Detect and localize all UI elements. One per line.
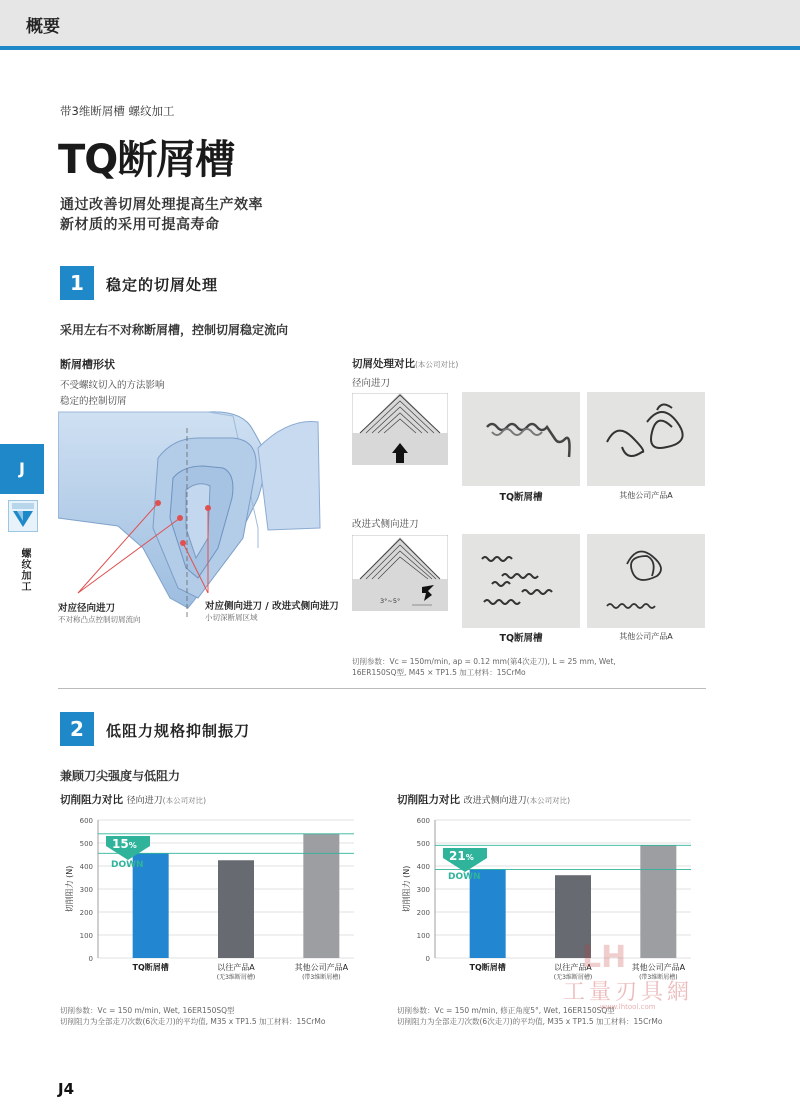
chart-1-ytick: 400: [79, 863, 93, 871]
chipbreaker-shape-desc-2: 稳定的控制切屑: [60, 396, 127, 407]
section-divider: [58, 688, 706, 689]
section-1-number: 1: [60, 266, 94, 300]
chart-1-category-note: (无3维断屑槽): [216, 974, 256, 981]
chart-2-subtitle: 改进式侧向进刀: [463, 796, 527, 806]
chart-1-conditions-1: 切削参数：Vc = 150 m/min, Wet, 16ER150SQ型: [60, 1006, 235, 1015]
caption-other-modified: 其他公司产品A: [619, 632, 673, 641]
header-accent-line: [0, 46, 800, 50]
chip-compare-title: [352, 356, 458, 371]
label-flank-infeed: 对应侧向进刀 / 改进式侧向进刀: [205, 601, 339, 612]
chart-2-reduction-unit: %: [465, 853, 474, 862]
chip-compare-note: (本公司对比): [415, 360, 459, 369]
chart-1-reduction-value: [112, 837, 137, 851]
infeed-angle-label: 3°~5°: [380, 597, 401, 605]
chart-2-conditions-2: 切削阻力为全部走刀次数(6次走刀)的平均值, M35 x TP1.5 加工材料：15CrMo: [397, 1017, 663, 1026]
chart-2-category-label: 以往产品A: [554, 963, 592, 972]
section-2-title: 低阻力规格抑制振刀: [106, 722, 251, 740]
chipbreaker-insert-illustration: [58, 408, 330, 620]
chart-2-ytick: 200: [416, 909, 430, 917]
threading-tool-icon: [8, 500, 38, 532]
chipbreaker-shape-title: 断屑槽形状: [60, 358, 115, 371]
label-radial-infeed-sub: 不对称凸点控制切屑流向: [58, 615, 141, 624]
section-1-subtitle: 采用左右不对称断屑槽，控制切屑稳定流向: [60, 323, 289, 337]
chart-1-category-label: 其他公司产品A: [294, 963, 349, 972]
chart-1-reduction-pct: 15: [112, 837, 129, 851]
chart-1-bar-2: [218, 860, 254, 958]
chart-1-reduction-unit: %: [128, 841, 137, 850]
page-subtitle: 带3维断屑槽 螺纹加工: [60, 104, 175, 118]
cutting-force-chart-radial: [58, 808, 368, 998]
lead-line-1: 通过改善切屑处理提高生产效率: [60, 197, 263, 213]
chart-1-ytick: 100: [79, 932, 93, 940]
chart-2-ytick: 600: [416, 817, 430, 825]
chart-2-category-note: (无3维断屑槽): [553, 974, 593, 981]
radial-infeed-diagram: [352, 393, 448, 465]
chip-photo-tq-modified: [462, 534, 580, 628]
chart-2-category-label: TQ断屑槽: [469, 963, 506, 972]
chart-1-ytick: 0: [88, 955, 93, 963]
chip-compare-conditions-2: 16ER150SQ型, M45 × TP1.5 加工材料：15CrMo: [352, 668, 526, 677]
lead-line-2: 新材质的采用可提高寿命: [60, 217, 220, 233]
chart-2-reduction-down: DOWN: [448, 872, 481, 882]
chart-2-reduction-value: [449, 849, 474, 863]
chart-1-note: (本公司对比): [162, 796, 207, 805]
header-title: 概要: [26, 17, 60, 37]
chart-2-bar-3: [640, 845, 676, 958]
cutting-force-chart-modified: [395, 808, 705, 998]
caption-other-radial: 其他公司产品A: [619, 491, 673, 500]
chart-2-ytick: 100: [416, 932, 430, 940]
chart-1-ytick: 600: [79, 817, 93, 825]
side-tab-label: 螺纹加工: [19, 548, 30, 592]
caption-tq-radial: TQ断屑槽: [499, 492, 543, 503]
chart-2-category-label: 其他公司产品A: [631, 963, 686, 972]
chart-1-ylabel: 切削阻力 (N): [65, 865, 74, 913]
section-1-title: 稳定的切屑处理: [106, 276, 219, 294]
section-2-subtitle: 兼顾刀尖强度与低阻力: [60, 769, 181, 783]
chart-2-header: [397, 792, 570, 807]
chip-photo-other-modified: [587, 534, 705, 628]
chart-2-reduction-pct: 21: [449, 849, 466, 863]
watermark-name: 工量刃具網: [563, 980, 694, 1005]
chart-2-ytick: 400: [416, 863, 430, 871]
modified-infeed-heading: 改进式侧向进刀: [352, 519, 419, 530]
chart-2-category-note: (带3维断屑槽): [639, 974, 678, 981]
chart-1-subtitle: 径向进刀: [126, 796, 163, 806]
chart-1-bar-3: [303, 834, 339, 958]
chipbreaker-shape-desc-1: 不受螺纹切入的方法影响: [60, 380, 165, 391]
chip-compare-conditions-1: 切削参数：Vc = 150m/min, ap = 0.12 mm(第4次走刀), L = 25 mm, Wet,: [352, 657, 616, 666]
chart-1-header: [60, 792, 206, 807]
page-title: TQ断屑槽: [58, 137, 235, 183]
chart-2-bar-1: [470, 869, 506, 958]
section-2-number: 2: [60, 712, 94, 746]
chart-1-category-note: (带3维断屑槽): [302, 974, 341, 981]
chart-1-category-label: TQ断屑槽: [132, 963, 169, 972]
chip-photo-tq-radial: [462, 392, 580, 486]
chart-2-note: (本公司对比): [526, 796, 571, 805]
chart-2-title: 切削阻力对比: [397, 794, 460, 806]
chart-1-reduction-down: DOWN: [111, 860, 144, 870]
chart-1-conditions-2: 切削阻力为全部走刀次数(6次走刀)的平均值, M35 x TP1.5 加工材料：15CrMo: [60, 1017, 326, 1026]
chart-2-ytick: 0: [425, 955, 430, 963]
chart-1-category-label: 以往产品A: [217, 963, 255, 972]
chart-1-ytick: 500: [79, 840, 93, 848]
caption-tq-modified: TQ断屑槽: [499, 633, 543, 644]
chart-2-conditions-1: 切削参数：Vc = 150 m/min, 修正角度5°, Wet, 16ER150SQ型: [397, 1006, 615, 1015]
radial-infeed-heading: 径向进刀: [352, 378, 391, 389]
watermark-logo: LH: [582, 940, 627, 975]
chart-1-ytick: 300: [79, 886, 93, 894]
chip-compare-title-text: 切屑处理对比: [352, 358, 415, 370]
chart-2-ylabel: 切削阻力 (N): [402, 865, 411, 913]
chart-2-ytick: 300: [416, 886, 430, 894]
label-flank-infeed-sub: 小切深断屑区域: [205, 613, 258, 622]
chip-photo-other-radial: [587, 392, 705, 486]
chart-2-ytick: 500: [416, 840, 430, 848]
chart-1-title: 切削阻力对比: [60, 794, 123, 806]
header-bar: [0, 0, 800, 46]
side-tab-letter: J: [0, 444, 44, 494]
watermark-url: www.lhtool.com: [600, 1003, 656, 1011]
page-number: J4: [58, 1080, 75, 1098]
label-radial-infeed: 对应径向进刀: [58, 603, 116, 614]
chart-1-ytick: 200: [79, 909, 93, 917]
